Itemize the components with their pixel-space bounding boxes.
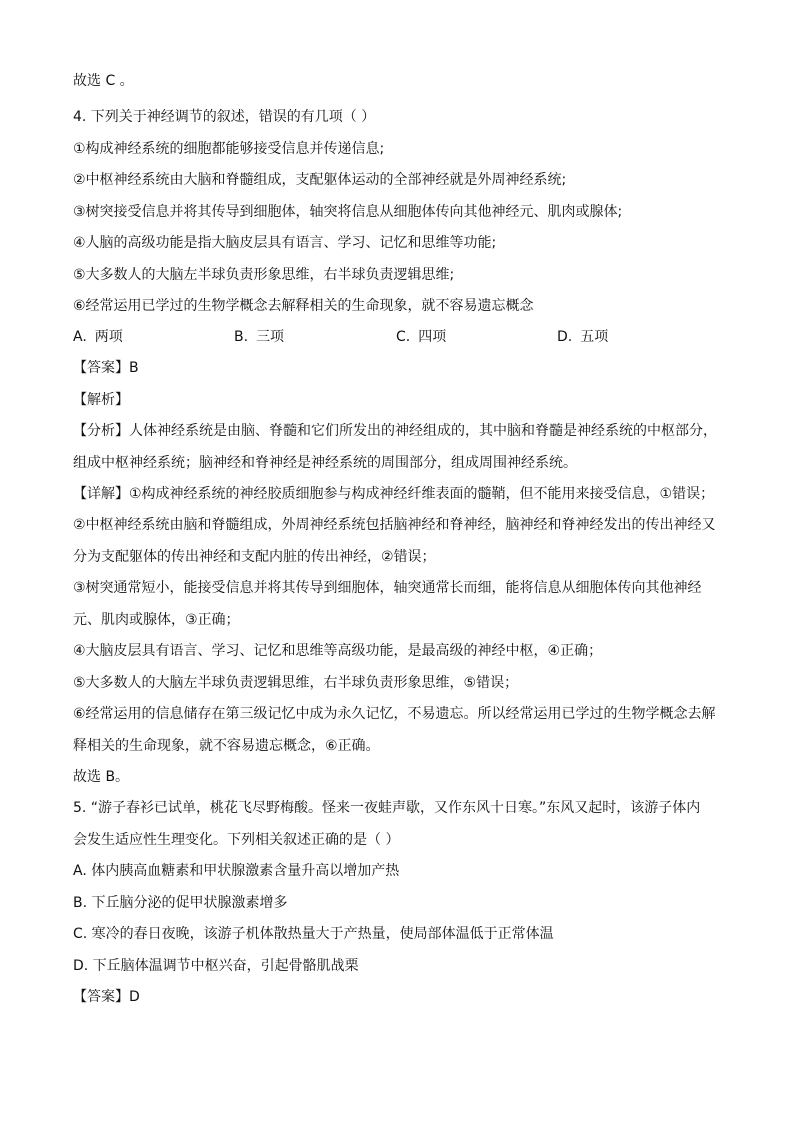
detail-line-4: ③树突通常短小，能接受信息并将其传导到细胞体，轴突通常长而细，能将信息从细胞体传向其他神经 <box>73 580 702 596</box>
analysis-heading: 【解析】 <box>73 392 129 408</box>
detail-line-6: ④大脑皮层具有语言、学习、记忆和思维等高级功能，是最高级的神经中枢，④正确； <box>73 643 603 659</box>
statement-1: ①构成神经系统的细胞都能够接受信息并传递信息; <box>73 141 385 157</box>
option-d <box>557 328 608 346</box>
detail-line-8: ⑥经常运用的信息储存在第三级记忆中成为永久记忆，不易遗忘。所以经常运用已学过的生物学概念去解 <box>73 706 716 722</box>
detail-line-2: ②中枢神经系统由脑和脊髓组成，外周神经系统包括脑神经和脊神经，脑神经和脊神经发出的传出神经又 <box>73 517 716 533</box>
option-b <box>234 328 284 346</box>
option-b-letter: B. <box>234 329 249 345</box>
detail-line-3: 分为支配躯体的传出神经和支配内脏的传出神经，②错误； <box>73 549 436 565</box>
option-b-text: 三项 <box>256 329 285 345</box>
answer-q5: 【答案】D <box>73 989 140 1005</box>
detail-line-5: 元、肌肉或腺体，③正确； <box>73 612 240 628</box>
q5-option-c: C. 寒冷的春日夜晚，该游子机体散热量大于产热量，使局部体温低于正常体温 <box>73 926 554 942</box>
option-a <box>73 328 123 346</box>
statement-6: ⑥经常运用已学过的生物学概念去解释相关的生命现象，就不容易遗忘概念 <box>73 298 534 314</box>
option-d-letter: D. <box>557 329 573 345</box>
statement-5: ⑤大多数人的大脑左半球负责形象思维，右半球负责逻辑思维; <box>73 267 455 283</box>
detail-line-9: 释相关的生命现象，就不容易遗忘概念，⑥正确。 <box>73 738 380 754</box>
text-line-conclusion-b: 故选 B。 <box>73 769 130 785</box>
statement-2: ②中枢神经系统由大脑和脊髓组成，支配躯体运动的全部神经就是外周神经系统; <box>73 172 567 188</box>
analysis-line-2: 组成中枢神经系统；脑神经和脊神经是神经系统的周围部分，组成周围神经系统。 <box>73 455 577 471</box>
q5-option-b: B. 下丘脑分泌的促甲状腺激素增多 <box>73 895 288 911</box>
q5-option-a: A. 体内胰高血糖素和甲状腺激素含量升高以增加产热 <box>73 863 400 879</box>
option-a-letter: A. <box>73 329 87 345</box>
text-line-conclusion-c: 故选 C 。 <box>73 73 134 89</box>
detail-line-7: ⑤大多数人的大脑左半球负责逻辑思维，右半球负责形象思维，⑤错误； <box>73 675 519 691</box>
analysis-line-1: 【分析】人体神经系统是由脑、脊髓和它们所发出的神经组成的，其中脑和脊髓是神经系统的中枢部分， <box>73 423 717 439</box>
answer-q4: 【答案】B <box>73 360 139 376</box>
option-c-text: 四项 <box>418 329 447 345</box>
question-5-stem-1: 5. “游子春衫已试单，桃花飞尽野梅酸。怪来一夜蛙声歇，又作东风十日寒。”东风又起时，该游子体内 <box>73 800 701 816</box>
q5-option-d: D. 下丘脑体温调节中枢兴奋，引起骨骼肌战栗 <box>73 958 359 974</box>
option-c-letter: C. <box>396 329 411 345</box>
question-4-stem: 4. 下列关于神经调节的叙述，错误的有几项（ ） <box>73 109 376 125</box>
option-d-text: 五项 <box>580 329 609 345</box>
statement-4: ④人脑的高级功能是指大脑皮层具有语言、学习、记忆和思维等功能; <box>73 235 497 251</box>
statement-3: ③树突接受信息并将其传导到细胞体，轴突将信息从细胞体传向其他神经元、肌肉或腺体; <box>73 204 623 220</box>
option-c <box>396 328 446 346</box>
option-a-text: 两项 <box>94 329 123 345</box>
question-5-stem-2: 会发生适应性生理变化。下列相关叙述正确的是（ ） <box>73 832 400 848</box>
detail-line-1: 【详解】①构成神经系统的神经胶质细胞参与构成神经纤维表面的髓鞘，但不能用来接受信息，①错误； <box>73 486 715 502</box>
